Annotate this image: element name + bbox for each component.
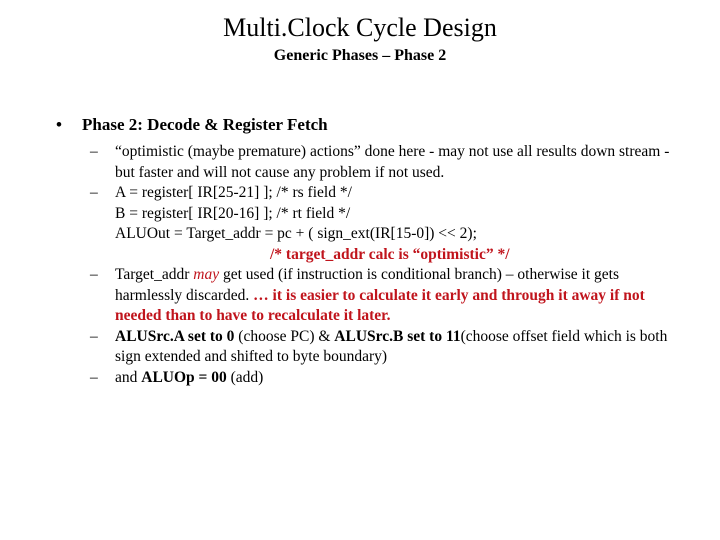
may-emphasis: may bbox=[193, 266, 220, 283]
aluop-setting: ALUOp = 00 bbox=[141, 368, 227, 386]
sub-item-alusrc bbox=[90, 327, 680, 368]
code-line-aluout: ALUOut = Target_addr = pc + ( sign_ext(IR[15-0]) << 2); bbox=[115, 225, 477, 242]
slide-title: Multi.Clock Cycle Design bbox=[223, 13, 497, 42]
sub-item-aluop bbox=[90, 368, 680, 389]
target-addr-text: Target_addr bbox=[115, 266, 194, 283]
alusrcb-setting: ALUSrc.B set to 11 bbox=[334, 327, 461, 345]
slide-subtitle: Generic Phases – Phase 2 bbox=[273, 47, 447, 64]
alusrc-text: (choose PC) & bbox=[234, 327, 335, 345]
main-bullet bbox=[56, 114, 696, 136]
recalculate-note: … it is easier to calculate it early and through it away if not needed than to have to recalculate it later. bbox=[115, 286, 645, 324]
dash: – bbox=[90, 184, 98, 201]
aluop-text: and bbox=[115, 368, 142, 386]
sub-bullet-list bbox=[90, 142, 680, 388]
dash: – bbox=[90, 368, 98, 386]
sub-item-target-addr bbox=[90, 265, 680, 327]
dash: – bbox=[90, 327, 98, 345]
target-addr-text-2: get used (if instruction is conditional branch) – otherwise it gets harmlessly discarded. bbox=[115, 266, 619, 304]
sub-item-optimistic bbox=[90, 142, 680, 183]
code-comment-optimistic: /* target_addr calc is “optimistic” */ bbox=[270, 245, 510, 263]
sub-item-text: “optimistic (maybe premature) actions” done here - may not use all results down stream - but faster and will not cause any problem if not used. bbox=[115, 143, 670, 181]
bullet-dot: • bbox=[56, 115, 62, 134]
main-bullet-text: Phase 2: Decode & Register Fetch bbox=[82, 115, 328, 134]
dash: – bbox=[90, 143, 98, 160]
alusrca-setting: ALUSrc.A set to 0 bbox=[115, 327, 235, 345]
aluop-text-2: (add) bbox=[226, 368, 264, 386]
dash: – bbox=[90, 266, 98, 283]
sub-item-register-reads bbox=[90, 183, 680, 265]
alusrc-text-2: (choose offset field which is both sign extended and shifted to byte boundary) bbox=[115, 327, 668, 365]
code-line-a: A = register[ IR[25-21] ]; /* rs field */ bbox=[115, 184, 352, 201]
code-line-b: B = register[ IR[20-16] ]; /* rt field */ bbox=[115, 204, 351, 222]
